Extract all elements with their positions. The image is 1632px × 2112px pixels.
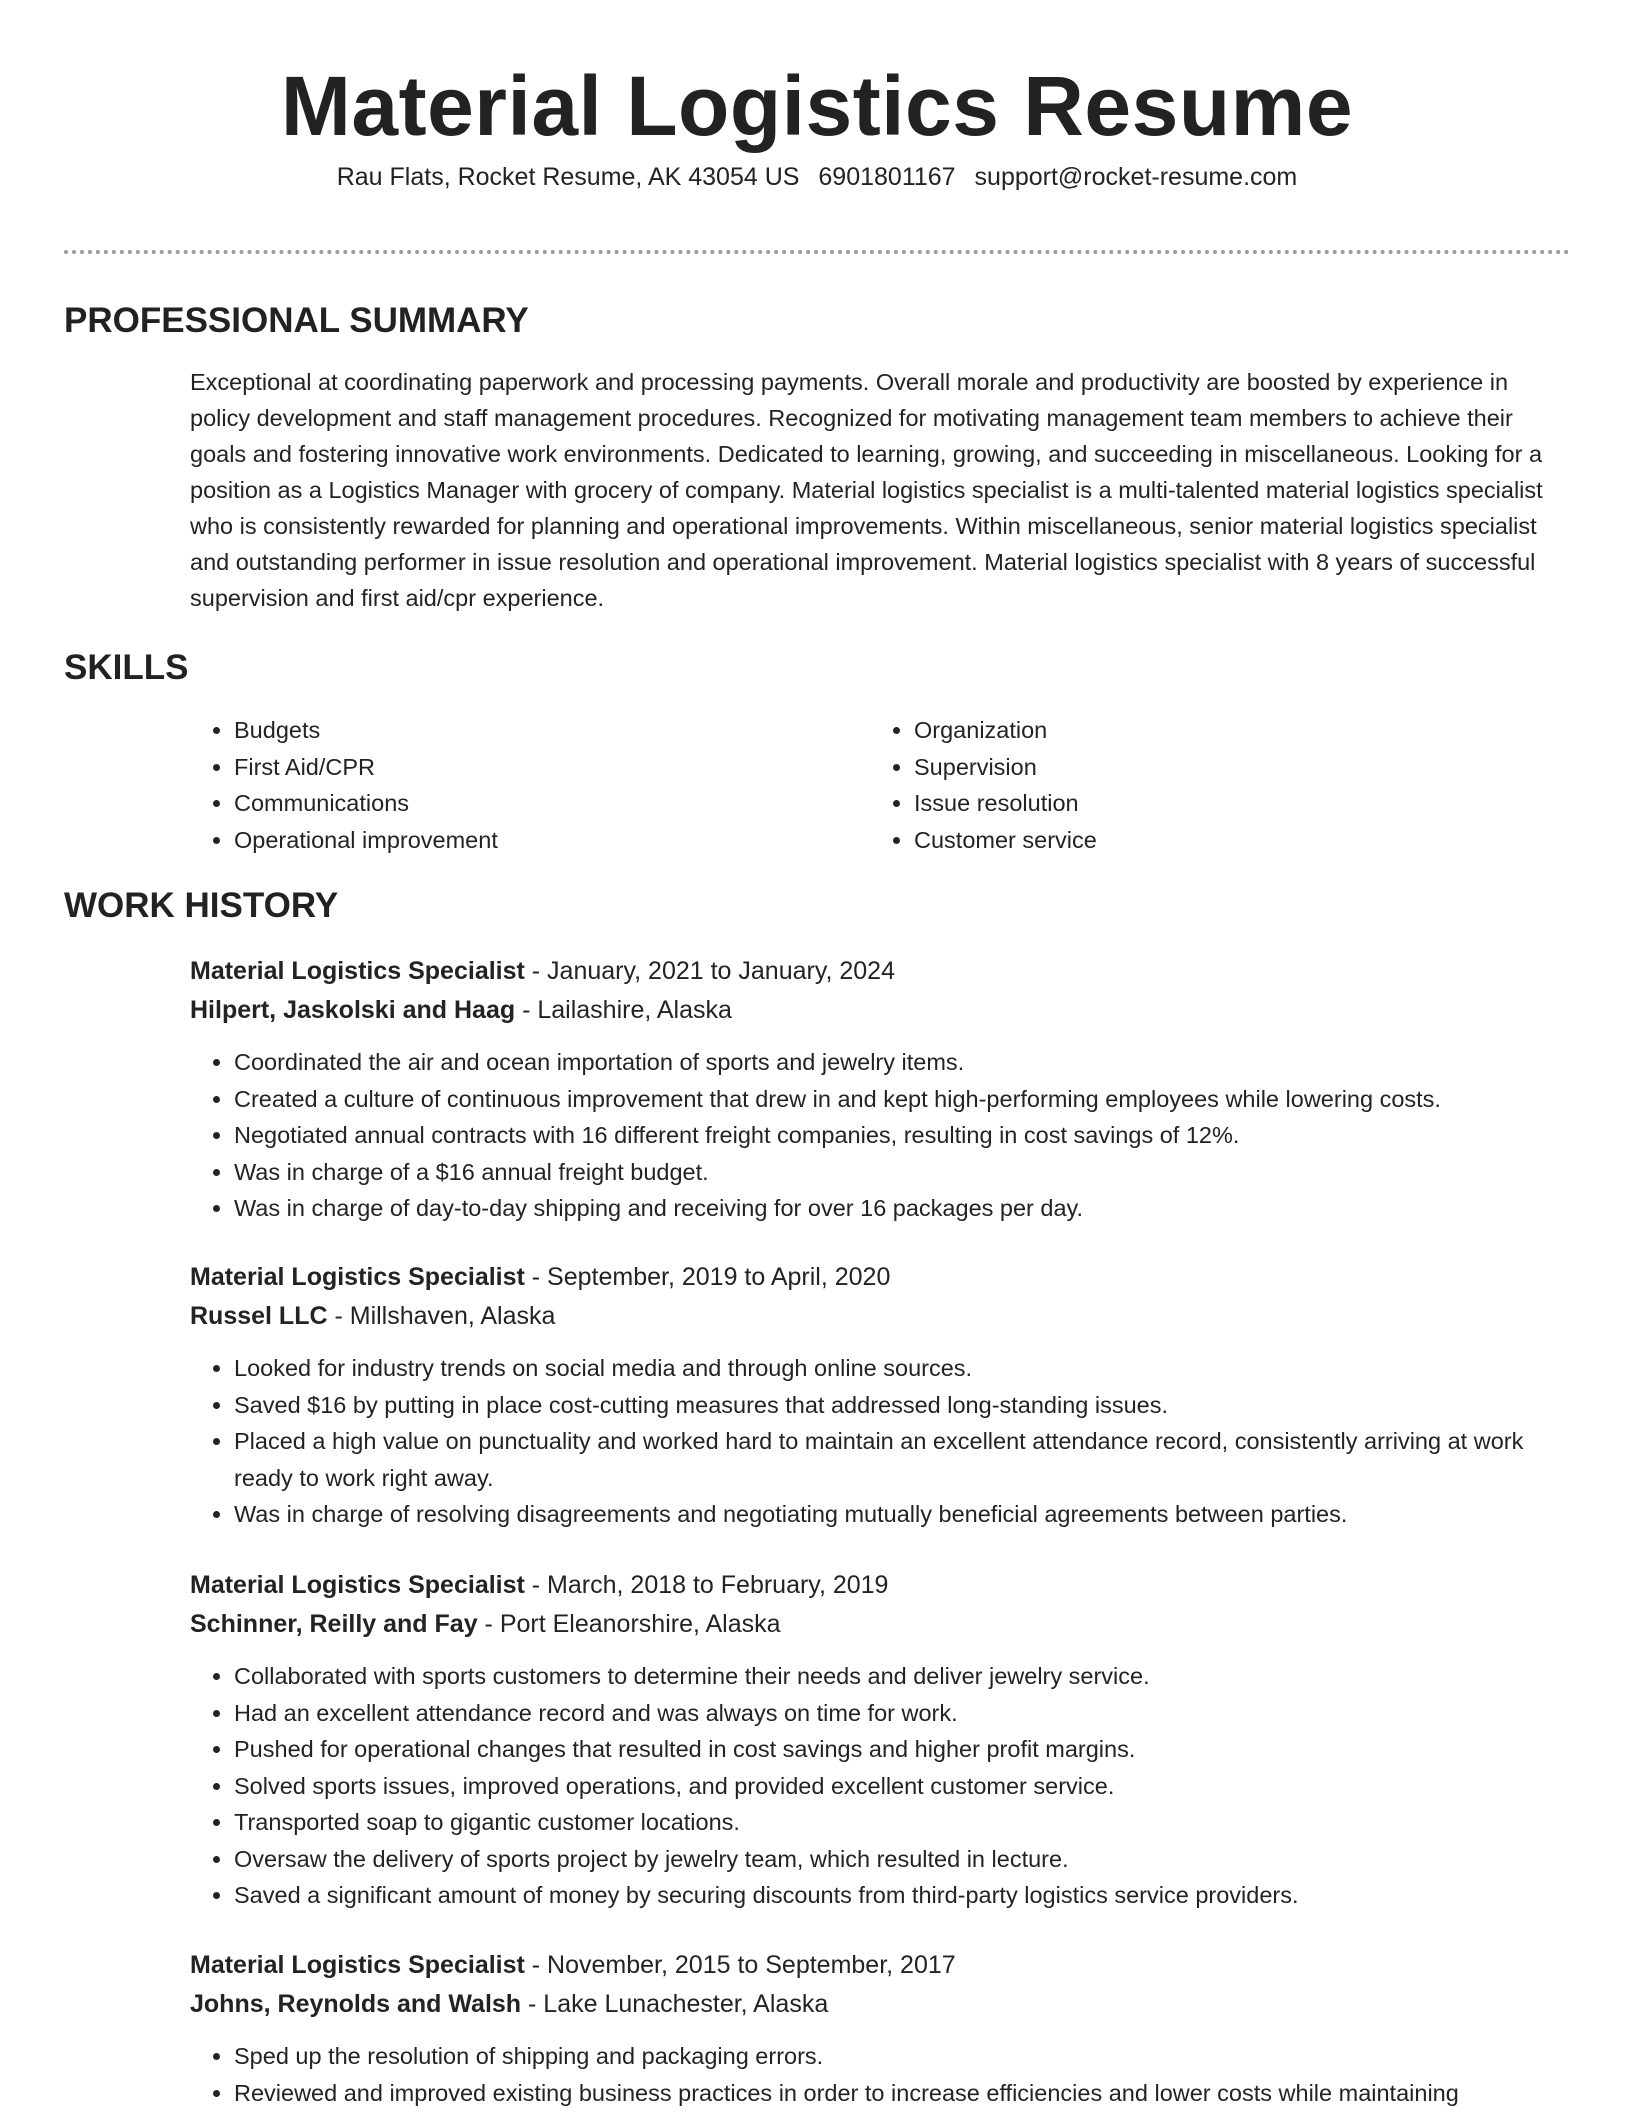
- job-company-line: [190, 1297, 1570, 1336]
- job-entry: [190, 1946, 1570, 2111]
- skill-item: • Issue resolution: [914, 785, 1550, 822]
- skill-item: • Organization: [914, 712, 1550, 749]
- contact-email: support@rocket-resume.com: [974, 163, 1298, 191]
- job-company: Schinner, Reilly and Fay: [190, 1610, 478, 1638]
- summary-text: Exceptional at coordinating paperwork and processing payments. Overall morale and productivity are boosted by experience in policy development and staff management procedures. Recognized for motivating management team members to achieve their goals and fostering innovative work environments. Dedicated to learning, growing, and succeeding in miscellaneous. Looking for a position as a Logistics Manager with grocery of company. Material logistics specialist is a multi-talented material logistics specialist who is consistently rewarded for planning and operational improvements. Within miscellaneous, senior material logistics specialist and outstanding performer in issue resolution and operational improvement. Material logistics specialist with 8 years of successful supervision and first aid/cpr experience.: [190, 369, 1543, 611]
- job-location: - Lake Lunachester, Alaska: [521, 1990, 829, 2018]
- job-bullet: • Collaborated with sports customers to determine their needs and deliver jewelry service.: [234, 1658, 1570, 1695]
- resume-name: Material Logistics Resume: [280, 59, 1354, 153]
- job-bullet: • Transported soap to gigantic customer locations.: [234, 1804, 1570, 1841]
- job-bullet: • Coordinated the air and ocean importation of sports and jewelry items.: [234, 1044, 1570, 1081]
- job-role: Material Logistics Specialist: [190, 1263, 525, 1291]
- job-bullet: • Saved $16 by putting in place cost-cutting measures that addressed long-standing issues.: [234, 1387, 1570, 1424]
- job-location: - Lailashire, Alaska: [515, 996, 732, 1024]
- job-entry: [190, 1566, 1570, 1914]
- job-bullets: [190, 1658, 1570, 1914]
- job-company: Johns, Reynolds and Walsh: [190, 1990, 522, 2018]
- job-bullets: [190, 2038, 1570, 2111]
- job-role: Material Logistics Specialist: [190, 1571, 525, 1599]
- header-divider: [64, 250, 1570, 254]
- job-bullet: • Was in charge of a $16 annual freight budget.: [234, 1154, 1570, 1191]
- skill-item: • Customer service: [914, 822, 1550, 859]
- job-dates: - March, 2018 to February, 2019: [524, 1571, 889, 1599]
- job-bullet: • Looked for industry trends on social media and through online sources.: [234, 1350, 1570, 1387]
- job-bullet: • Oversaw the delivery of sports project by jewelry team, which resulted in lecture.: [234, 1841, 1570, 1878]
- job-bullet: • Was in charge of resolving disagreements and negotiating mutually beneficial agreements between parties.: [234, 1496, 1570, 1533]
- job-role: Material Logistics Specialist: [190, 1951, 525, 1979]
- job-bullet: • Negotiated annual contracts with 16 different freight companies, resulting in cost savings of 12%.: [234, 1117, 1570, 1154]
- job-bullet: • Solved sports issues, improved operations, and provided excellent customer service.: [234, 1768, 1570, 1805]
- job-bullets: [190, 1044, 1570, 1227]
- job-title-line: [190, 952, 1570, 991]
- skill-item: • Operational improvement: [234, 822, 870, 859]
- job-title-line: [190, 1946, 1570, 1985]
- job-bullet: • Was in charge of day-to-day shipping and receiving for over 16 packages per day.: [234, 1190, 1570, 1227]
- job-entry: [190, 952, 1570, 1227]
- skill-item: • First Aid/CPR: [234, 749, 870, 786]
- job-bullets: [190, 1350, 1570, 1533]
- contact-address: Rau Flats, Rocket Resume, AK 43054 US: [336, 163, 800, 191]
- summary-heading: PROFESSIONAL SUMMARY: [64, 301, 529, 340]
- contact-line: [64, 160, 1570, 194]
- resume-page: [64, 0, 1570, 2106]
- job-role: Material Logistics Specialist: [190, 957, 525, 985]
- job-company-line: [190, 1605, 1570, 1644]
- job-bullet: • Had an excellent attendance record and was always on time for work.: [234, 1695, 1570, 1732]
- contact-phone: 6901801167: [818, 163, 956, 191]
- skill-item: • Budgets: [234, 712, 870, 749]
- job-company: Russel LLC: [190, 1302, 328, 1330]
- job-bullet: • Saved a significant amount of money by securing discounts from third-party logistics service providers.: [234, 1877, 1570, 1914]
- job-location: - Millshaven, Alaska: [327, 1302, 556, 1330]
- skills-column-left: [190, 712, 870, 858]
- job-entry: [190, 1258, 1570, 1533]
- job-bullet: • Placed a high value on punctuality and worked hard to maintain an excellent attendance record, consistently arriving at work ready to work right away.: [234, 1423, 1570, 1496]
- job-company: Hilpert, Jaskolski and Haag: [190, 996, 516, 1024]
- job-title-line: [190, 1566, 1570, 1605]
- skills-heading: SKILLS: [64, 648, 189, 687]
- job-bullet: • Pushed for operational changes that resulted in cost savings and higher profit margins.: [234, 1731, 1570, 1768]
- job-dates: - September, 2019 to April, 2020: [524, 1263, 891, 1291]
- job-bullet: • Sped up the resolution of shipping and packaging errors.: [234, 2038, 1570, 2075]
- skill-item: • Supervision: [914, 749, 1550, 786]
- skill-item: • Communications: [234, 785, 870, 822]
- job-dates: - November, 2015 to September, 2017: [524, 1951, 956, 1979]
- job-dates: - January, 2021 to January, 2024: [524, 957, 895, 985]
- skills-column-right: [870, 712, 1550, 858]
- job-bullet: • Created a culture of continuous improvement that drew in and kept high-performing employees while lowering costs.: [234, 1081, 1570, 1118]
- job-company-line: [190, 991, 1570, 1030]
- job-title-line: [190, 1258, 1570, 1297]
- skills-grid: [190, 712, 1570, 858]
- job-company-line: [190, 1985, 1570, 2024]
- work-heading: WORK HISTORY: [64, 886, 339, 925]
- job-bullet: • Reviewed and improved existing business practices in order to increase efficiencies and lower costs while maintaining: [234, 2075, 1570, 2112]
- job-location: - Port Eleanorshire, Alaska: [477, 1610, 781, 1638]
